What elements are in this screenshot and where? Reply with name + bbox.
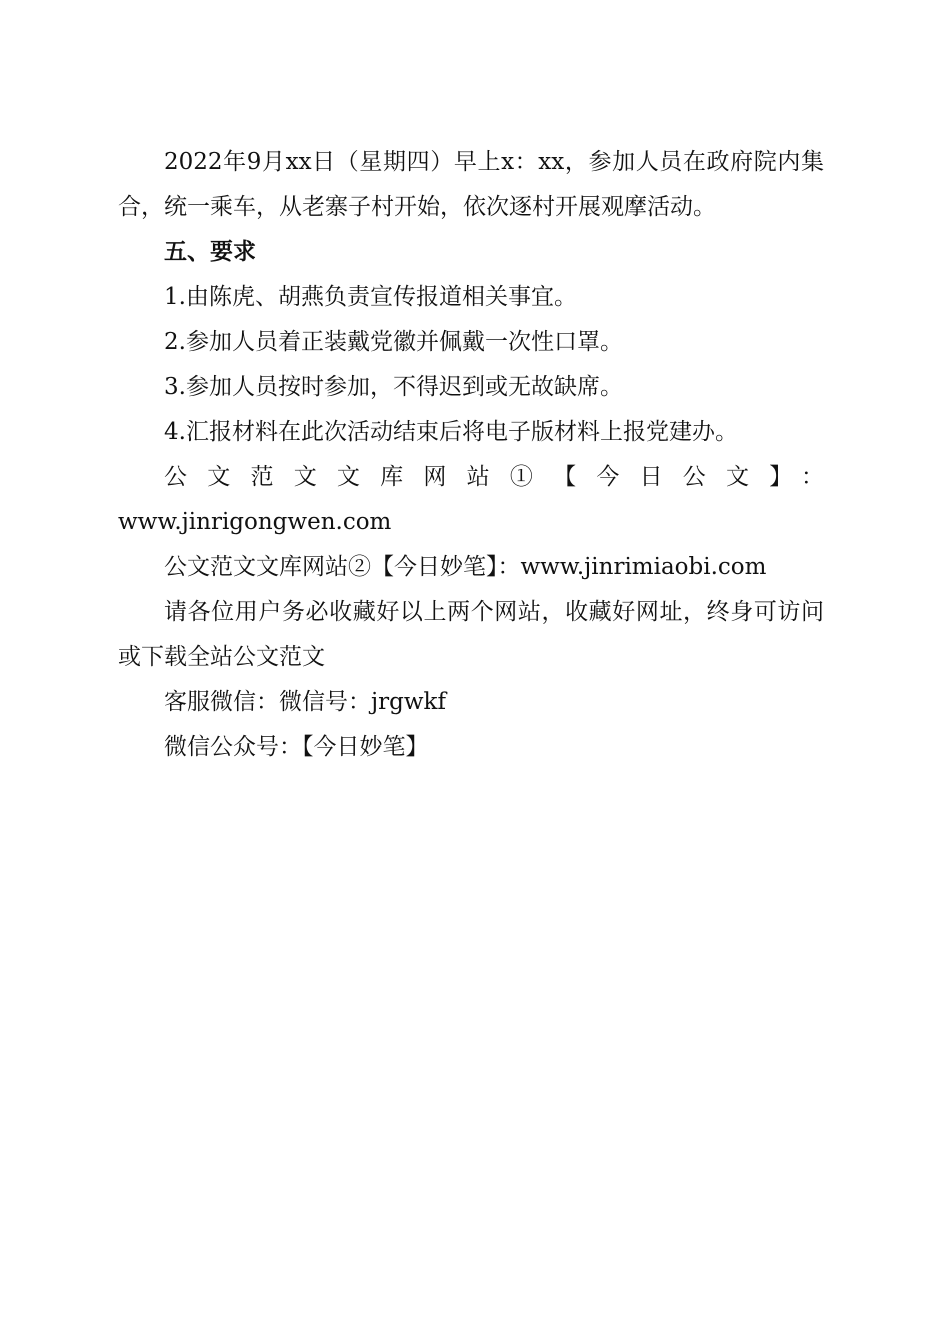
site1-url: www.jinrigongwen.com xyxy=(118,509,392,535)
notice-paragraph: 请各位用户务必收藏好以上两个网站，收藏好网址，终身可访问或下载全站公文范文 xyxy=(118,599,824,670)
service-wechat: 客服微信：微信号：jrgwkf xyxy=(164,689,446,715)
site1-label: 公文范文文库网站①【今日公文】： xyxy=(164,464,824,490)
official-account: 微信公众号：【今日妙笔】 xyxy=(164,734,429,760)
requirement-item-1: 1.由陈虎、胡燕负责宣传报道相关事宜。 xyxy=(164,284,577,310)
document-body xyxy=(118,140,824,770)
requirement-item-4: 4.汇报材料在此次活动结束后将电子版材料上报党建办。 xyxy=(164,419,738,445)
section-heading: 五、要求 xyxy=(164,239,256,265)
requirement-item-2: 2.参加人员着正装戴党徽并佩戴一次性口罩。 xyxy=(164,329,623,355)
requirement-item-3: 3.参加人员按时参加，不得迟到或无故缺席。 xyxy=(164,374,623,400)
site2-line: 公文范文文库网站②【今日妙笔】：www.jinrimiaobi.com xyxy=(164,554,767,580)
intro-paragraph: 2022年9月xx日（星期四）早上x：xx，参加人员在政府院内集合，统一乘车，从老寨子村开始，依次逐村开展观摩活动。 xyxy=(118,149,824,220)
